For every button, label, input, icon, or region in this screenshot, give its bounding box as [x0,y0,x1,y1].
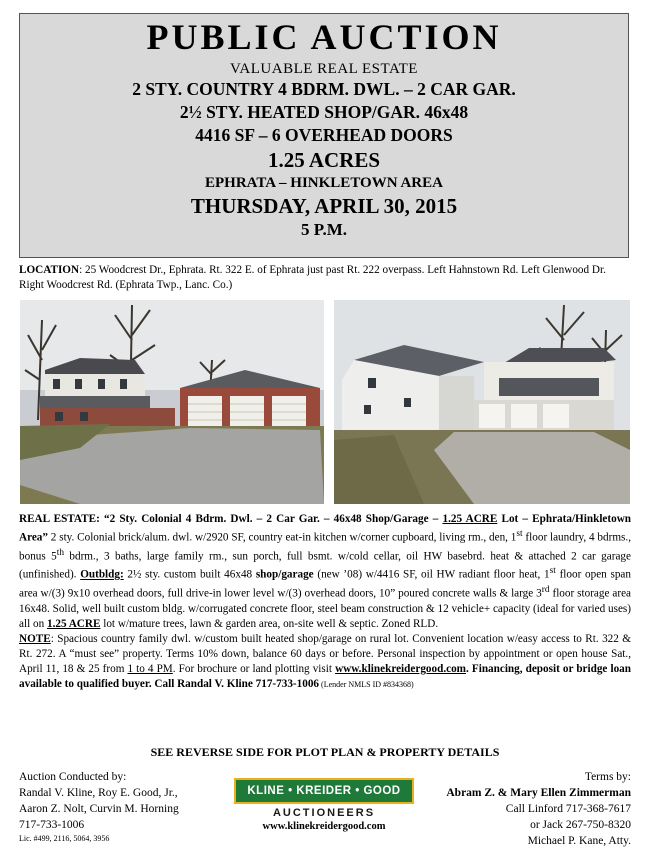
note-paragraph [19,632,631,692]
auction-subtitle: VALUABLE REAL ESTATE [230,61,418,77]
terms-by [401,769,631,849]
real-estate-label: REAL ESTATE [19,513,97,525]
open-house-hours: 1 to 4 PM [127,662,173,675]
headline-area: EPHRATA – HINKLETOWN AREA [205,175,443,191]
headline-square-feet: 4416 SF – 6 OVERHEAD DOORS [195,125,453,145]
lender-id: (Lender NMLS ID #834368) [319,679,414,689]
location-label: LOCATION [19,264,80,276]
auction-header [19,13,629,258]
real-estate-text: lot w/mature trees, lawn & garden area, on-site well & septic. Zoned RLD. [100,617,439,630]
reverse-side-notice: SEE REVERSE SIDE FOR PLOT PLAN & PROPERTY DETAILS [150,745,500,759]
logo-subtitle: AUCTIONEERS [272,807,376,819]
auctioneer-phone: 717-733-1006 [19,819,85,831]
auction-time: 5 P.M. [300,220,348,239]
conducted-heading: Auction Conducted by: [19,771,127,783]
sellers-names: Abram Z. & Mary Ellen Zimmerman [446,787,631,799]
location-text: : 25 Woodcrest Dr., Ephrata. Rt. 322 E. of Ephrata just past Rt. 222 overpass. Left Hahnstown Rd. Left Glenwood Dr. Right Woodcrest Rd. (Ephrata Twp., Lanc. Co.) [19,264,606,291]
real-estate-acres: 1.25 ACRE [442,513,498,525]
real-estate-headline-1: : “2 Sty. Colonial 4 Bdrm. Dwl. – 2 Car Gar. – 46x48 Shop/Garage – [96,513,443,525]
real-estate-text: 2½ sty. custom built 46x48 [123,569,256,582]
shop-garage-photo [334,300,630,504]
real-estate-paragraph [19,512,631,632]
contact-jack: or Jack 267-750-8320 [530,819,631,831]
ordinal-suffix: rd [541,585,550,596]
auctioneer-names: Randal V. Kline, Roy E. Good, Jr., [19,787,178,799]
auction-title: PUBLIC AUCTION [146,17,502,57]
ordinal-suffix: st [516,529,523,539]
location-paragraph [19,263,631,293]
note-contact: . Financing, deposit or bridge loan available to qualified buyer. Call Randal V. Kline 717-733-1006 [19,662,631,690]
note-text: : Spacious country family dwl. w/custom built heated shop/garage on rural lot. Convenient location w/easy access to Rt. 322 & Rt. 272. A “must see” property. Terms 10% down, balance 60 days or before. Personal inspection by appointment or open house Sat., April 11, 18 & 25 from [19,632,631,675]
real-estate-text: floor storage area 16x48. Solid, well built custom bldg. w/corrugated concrete floor, steel beam construction & 12 vehicle+ capacity (ideal for varied uses) all on [19,587,631,630]
auctioneer-logo [226,768,422,848]
real-estate-text: (new ’08) w/4416 SF, oil HW radiant floor heat, 1 [313,569,550,582]
logo-website[interactable]: www.klinekreidergood.com [262,821,386,832]
attorney: Michael P. Kane, Atty. [527,835,631,847]
license-numbers: Lic. #499, 2116, 5064, 3956 [19,834,110,843]
shop-garage-label: shop/garage [255,569,314,582]
auction-date: THURSDAY, APRIL 30, 2015 [190,194,458,218]
auction-conducted-by [19,769,219,844]
headline-shop: 2½ STY. HEATED SHOP/GAR. 46x48 [179,102,469,122]
website-link[interactable]: www.klinekreidergood.com [335,662,466,675]
terms-heading: Terms by: [584,771,631,783]
property-description [19,512,631,692]
real-estate-headline-2: Lot – Ephrata/Hinkletown Area” [19,513,632,544]
auctioneer-names: Aaron Z. Nolt, Curvin M. Horning [19,803,179,815]
real-estate-text: floor open span area w/(3) 9x10 overhead doors, full drive-in lower level w/(3) overhead doors, 10” poured concrete walls & large 3 [19,569,631,600]
real-estate-text: floor laundry, 4 bdrms., bonus 5 [19,531,631,563]
house-photo [20,300,324,504]
headline-acres: 1.25 ACRES [267,148,381,172]
outbuilding-label: Outbldg: [80,569,124,582]
real-estate-text: bdrm., 3 baths, large family rm., sun porch, full bsmt. w/cold cellar, oil HW basebrd. heat & attached 2 car garage (unfinished). [19,550,631,582]
logo-wordmark: KLINE • KREIDER • GOOD [234,778,414,804]
ordinal-suffix: th [56,547,64,558]
contact-linford: Call Linford 717-368-7617 [505,803,631,815]
note-text: . For brochure or land plotting visit [172,662,336,675]
headline-dwelling: 2 STY. COUNTRY 4 BDRM. DWL. – 2 CAR GAR. [132,79,516,99]
lot-acres: 1.25 ACRE [46,617,101,630]
note-label: NOTE [19,632,51,645]
ordinal-suffix: st [549,566,556,577]
real-estate-text: 2 sty. Colonial brick/alum. dwl. w/2920 SF, country eat-in kitchen w/corner cupboard, living rm., den, 1 [48,531,517,544]
